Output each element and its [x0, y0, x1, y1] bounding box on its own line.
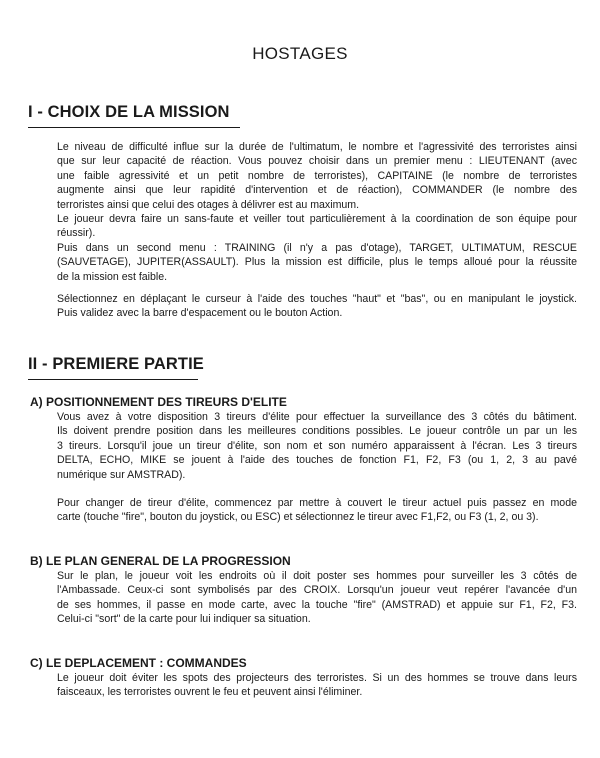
section-heading-underline: [28, 127, 240, 128]
text-line: (SAUVETAGE), JUPITER(ASSAULT). Plus la mission est difficile, plus le temps alloué pour la réussite: [57, 256, 577, 269]
text-line: DELTA, ECHO, MIKE se jouent à l'aide des touches de fonction F1, F2, F3 (ou 1, 2, 3 au pavé: [57, 454, 577, 467]
section-1-paragraph-2: [57, 292, 577, 321]
subsection-heading-a: A) POSITIONNEMENT DES TIREURS D'ELITE: [30, 395, 287, 409]
text-line: Pour changer de tireur d'élite, commencez par mettre à couvert le tireur actuel puis passez en mode: [57, 497, 577, 509]
text-line: 3 tireurs. Lorsqu'il joue un tireur d'élite, son nom et son numéro apparaissent à l'écran. Les 3 tireurs: [57, 439, 577, 452]
subsection-c-paragraph-1: [57, 671, 577, 700]
text-line: Le joueur doit éviter les spots des projecteurs des terroristes. Si un des hommes se trouve dans leurs: [57, 672, 577, 684]
text-line: de ses hommes, il passe en mode carte, avec la touche "fire" (AMSTRAD) et appuie sur F1, F2, F3.: [57, 598, 577, 611]
text-line: terroristes ainsi que celui des otages à délivrer est au maximum.: [57, 198, 360, 211]
text-line: Sélectionnez en déplaçant le curseur à l'aide des touches "haut" et "bas", ou en manipulant le joystick.: [57, 293, 577, 305]
subsection-a-paragraph-1: [57, 410, 577, 482]
text-line: Le niveau de difficulté influe sur la durée de l'ultimatum, le nombre et l'agressivité des terroristes ainsi: [57, 141, 577, 153]
text-line: carte (touche "fire", bouton du joystick, ou ESC) et sélectionnez le tireur avec F1,F2, ou F3 (1, 2, ou 3).: [57, 511, 539, 524]
subsection-heading-c: C) LE DEPLACEMENT : COMMANDES: [30, 656, 247, 670]
text-line: faisceaux, les terroristes ouvrent le feu et peuvent ainsi l'éliminer.: [57, 686, 363, 699]
text-line: Vous avez à votre disposition 3 tireurs d'élite pour effectuer la surveillance des 3 côtés du bâtiment.: [57, 411, 577, 423]
text-line: réussir).: [57, 227, 96, 240]
text-line: Celui-ci "sort" de la carte pour lui indiquer sa situation.: [57, 613, 311, 626]
text-line: Puis validez avec la barre d'espacement ou le bouton Action.: [57, 307, 343, 320]
text-line: Le joueur devra faire un sans-faute et veiller tout particulièrement à la coordination de son équipe pour: [57, 213, 577, 226]
text-line: que sur leur capacité de réaction. Vous pouvez choisir dans un premier menu : LIEUTENANT (avec: [57, 155, 577, 168]
section-1-paragraph-1: [57, 140, 577, 284]
text-line: l'Ambassade. Ceux-ci sont symbolisés par des CROIX. Lorsqu'un joueur veut repérer l'avancée d'un: [57, 584, 577, 597]
text-line: numérique sur AMSTRAD).: [57, 468, 186, 481]
text-line: Sur le plan, le joueur voit les endroits où il doit poster ses hommes pour surveiller les 3 côtés de: [57, 570, 577, 582]
text-line: de la mission est faible.: [57, 270, 168, 283]
text-line: Puis dans un second menu : TRAINING (il n'y a pas d'otage), TARGET, ULTIMATUM, RESCUE: [57, 241, 577, 254]
text-line: une faible agressivité et un petit nombre de terroristes), CAPITAINE (le nombre de terroristes: [57, 169, 577, 182]
page-title: HOSTAGES: [252, 44, 348, 63]
section-heading-underline: [28, 379, 198, 380]
subsection-heading-b: B) LE PLAN GENERAL DE LA PROGRESSION: [30, 554, 291, 568]
text-line: Ils doivent prendre position dans les meilleures conditions possibles. Le joueur contrôle un par un les: [57, 425, 577, 438]
subsection-a-paragraph-2: [57, 496, 577, 525]
section-heading-premiere-partie: II - PREMIERE PARTIE: [28, 355, 204, 373]
subsection-b-paragraph-1: [57, 569, 577, 627]
section-heading-choix-mission: I - CHOIX DE LA MISSION: [28, 103, 230, 121]
text-line: augmente ainsi que leur rapidité d'intervention et de réaction), COMMANDER (le nombre des: [57, 184, 577, 197]
